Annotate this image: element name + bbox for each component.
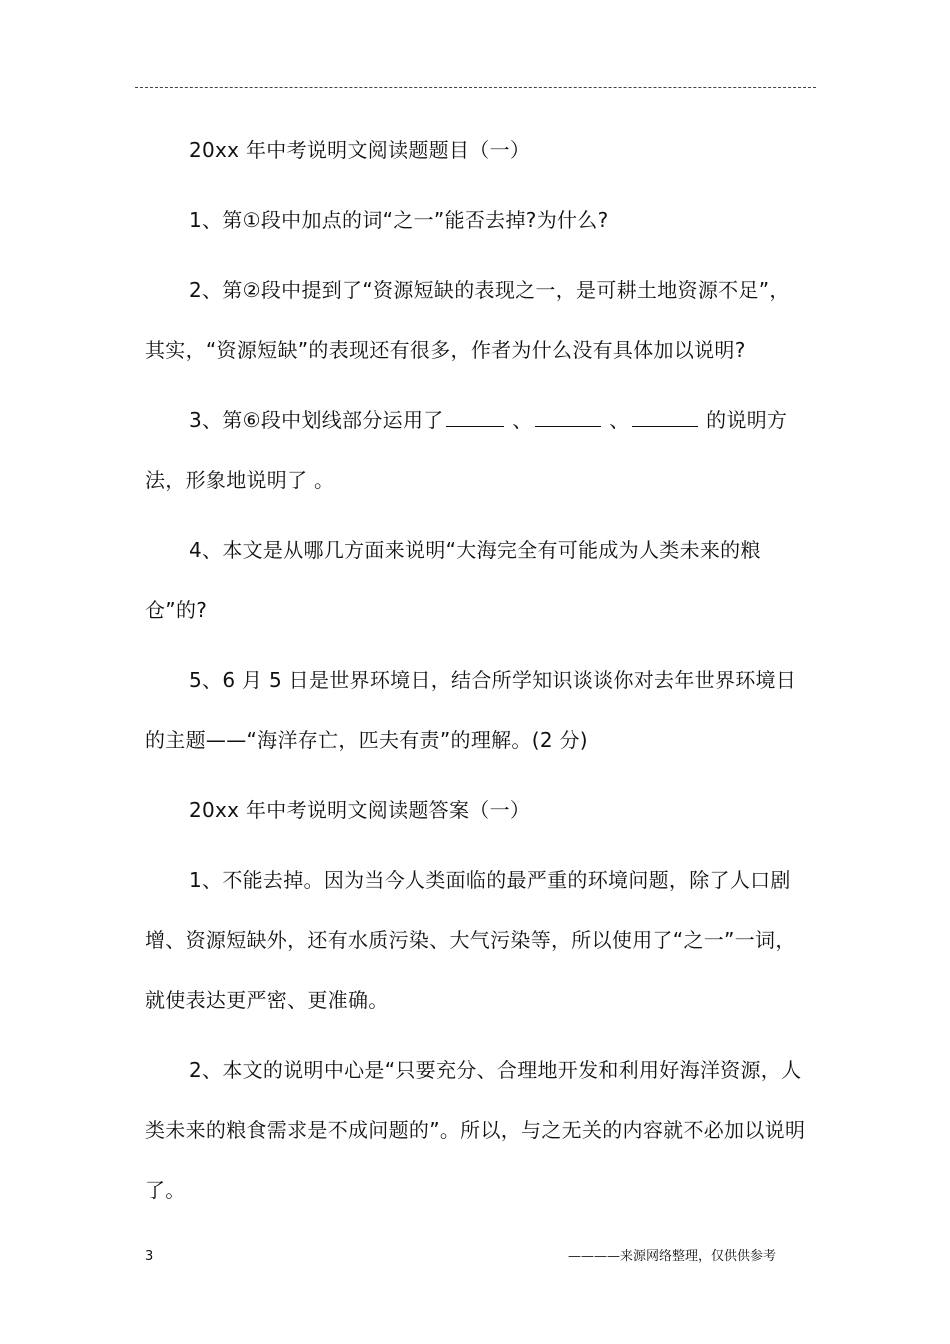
header-rule <box>135 87 816 88</box>
footer-note: ————来源网络整理，仅供供参考 <box>567 1249 776 1264</box>
question-4: 4、本文是从哪几方面来说明“大海完全有可能成为人类未来的粮仓”的? <box>145 538 761 622</box>
question-1: 1、第①段中加点的词“之一”能否去掉?为什么? <box>189 208 609 232</box>
answer-2: 2、本文的说明中心是“只要充分、合理地开发和利用好海洋资源，人类未来的粮食需求是不成问题的”。所以，与之无关的内容就不必加以说明了。 <box>145 1058 806 1202</box>
document-body <box>145 120 809 1230</box>
page-number: 3 <box>145 1249 154 1264</box>
question-2: 2、第②段中提到了“资源短缺的表现之一，是可耕土地资源不足”，其实，“资源短缺”的表现还有很多，作者为什么没有具体加以说明? <box>145 278 790 362</box>
question-3-part2: 的说明方法，形象地说明了 。 <box>145 408 788 492</box>
question-3 <box>145 390 809 510</box>
fill-blank-2 <box>535 404 601 427</box>
answer-1: 1、不能去掉。因为当今人类面临的最严重的环境问题，除了人口剧增、资源短缺外，还有水质污染、大气污染等，所以使用了“之一”一词，就使表达更严密、更准确。 <box>145 868 796 1012</box>
question-3-part1: 3、第⑥段中划线部分运用了 <box>189 408 444 432</box>
fill-blank-1 <box>446 404 504 427</box>
question-3-sep1: 、 <box>505 408 533 432</box>
answers-title: 20xx 年中考说明文阅读题答案（一） <box>189 798 531 822</box>
fill-blank-3 <box>632 404 698 427</box>
questions-title: 20xx 年中考说明文阅读题题目（一） <box>189 138 531 162</box>
question-3-sep2: 、 <box>602 408 630 432</box>
question-5: 5、6 月 5 日是世界环境日，结合所学知识谈谈你对去年世界环境日的主题——“海洋存亡，匹夫有责”的理解。(2 分) <box>145 668 797 752</box>
